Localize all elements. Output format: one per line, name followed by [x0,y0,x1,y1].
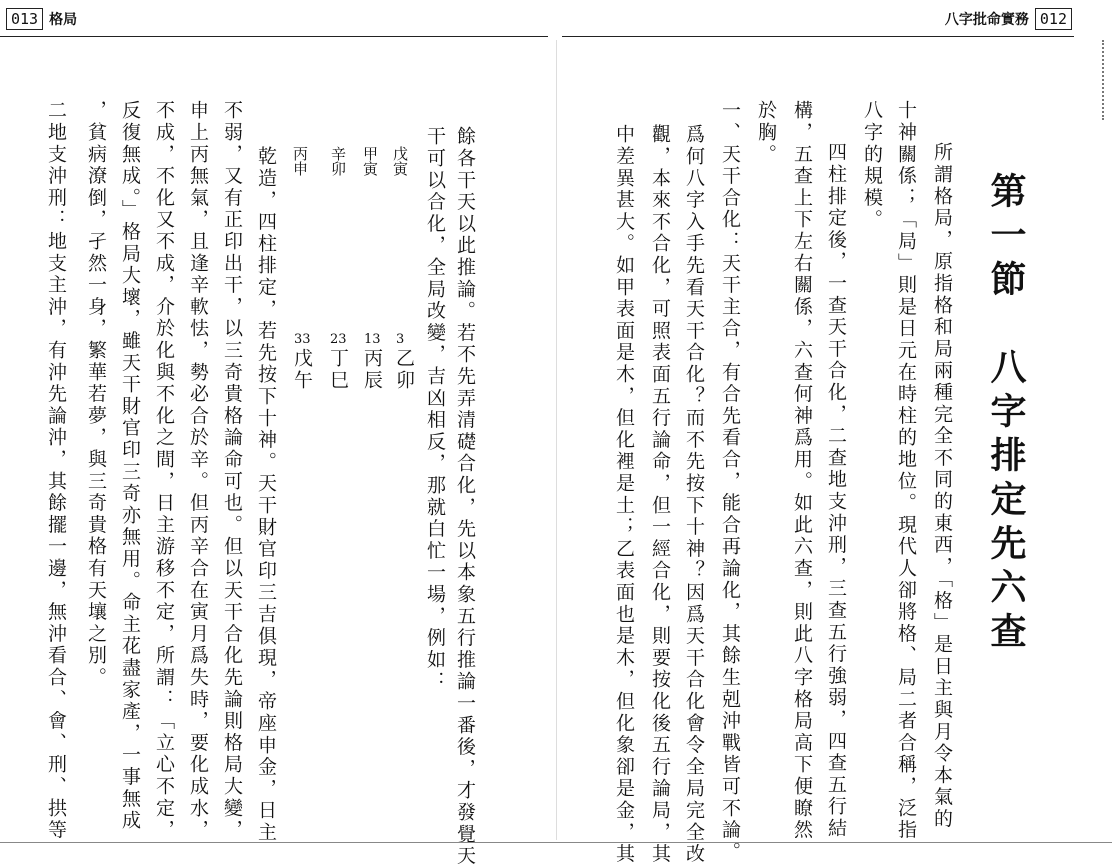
bottom-edge [0,842,1112,843]
left-text-column: 乾造，四柱排定，若先按下十神。天干財官印三吉俱現，帝座申金，日主 [255,146,277,844]
bazi-year-pillar: 戊寅 [391,146,409,176]
page-fold [556,40,557,840]
left-text-column: 二地支沖刑：地支主沖，有沖先論沖，其餘擺一邊，無沖看合、會、刑、拱等 [45,100,67,842]
luck-age: 3 [396,332,405,347]
left-text-column: ，貧病潦倒，孑然一身，繁華若夢，與三奇貴格有天壤之別。 [85,100,107,689]
right-running-head: 八字批命實務 [944,12,1029,28]
left-text-column: 反復無成。」格局大壞，雖天干財官印三奇亦無用。命主花盡家產，一事無成 [119,100,141,832]
left-header-rule [0,36,548,37]
left-page-header [6,8,83,36]
right-text-column: 所謂格局，原指格和局兩種完全不同的東西，「格」是日主與月令本氣的 [931,142,953,831]
right-text-column: 中差異甚大。如甲表面是木，但化裡是土；乙表面也是木，但化象卻是金，其 [613,124,635,866]
luck-pillar: 丙辰 [361,348,383,392]
luck-age: 33 [294,332,311,347]
luck-pillar: 戊午 [291,348,313,392]
right-text-column: 觀，本來不合化，可照表面五行論命，但一經合化，則要按化後五行論局，其 [649,124,671,866]
left-text-column: 餘各干天以此推論。若不先弄清礎合化，先以本象五行推論一番後，才發覺天 [454,126,476,867]
right-text-column: 四柱排定後，一查天干合化，二查地支沖刑，三查五行強弱，四查五行結 [825,142,847,840]
right-page-number: 012 [1035,8,1072,30]
left-text-column: 不弱，又有正印出干，以三奇貴格論命可也。但以天干合化先論則格局大變， [221,100,243,842]
right-page [556,0,1112,866]
left-text-column: 干可以合化，全局改變，吉凶相反，那就白忙一場，例如： [424,126,446,693]
left-running-head: 格局 [49,12,78,28]
bazi-day-pillar: 辛卯 [329,146,347,176]
right-text-column: 構，五查上下左右關係，六查何神爲用。如此六查，則此八字格局高下便瞭然 [791,100,813,842]
right-page-header [939,8,1072,36]
bazi-hour-pillar: 丙申 [291,146,309,176]
luck-pillar: 丁巳 [327,348,349,392]
bazi-month-pillar: 甲寅 [361,146,379,176]
section-title: 第一節 八字排定先六查 [985,172,1027,656]
luck-age: 13 [364,332,381,347]
luck-pillar: 乙卯 [393,348,415,392]
luck-age: 23 [330,332,347,347]
scan-edge-marks [1102,40,1112,120]
left-text-column: 不成，不化又不成，介於化與不化之間，日主游移不定，所謂：「立心不定， [153,100,175,842]
right-text-column: 一、天干合化：天干主合，有合先看合，能合再論化，其餘生剋沖戰皆可不論。 [719,100,741,863]
right-header-rule [562,36,1074,37]
right-text-column: 於胸。 [755,100,777,166]
left-text-column: 申上丙無氣，且逢辛軟怯，勢必合於辛。但丙辛合在寅月爲失時，要化成水， [187,100,209,842]
right-text-column: 八字的規模。 [861,100,883,231]
right-text-column: 爲何八字入手先看天干合化？而不先按下十神？因爲天干合化會令全局完全改 [683,124,705,866]
left-page-number: 013 [6,8,43,30]
right-text-column: 十神關係；「局」則是日元在時柱的地位。現代人卻將格、局二者合稱，泛指 [895,100,917,842]
